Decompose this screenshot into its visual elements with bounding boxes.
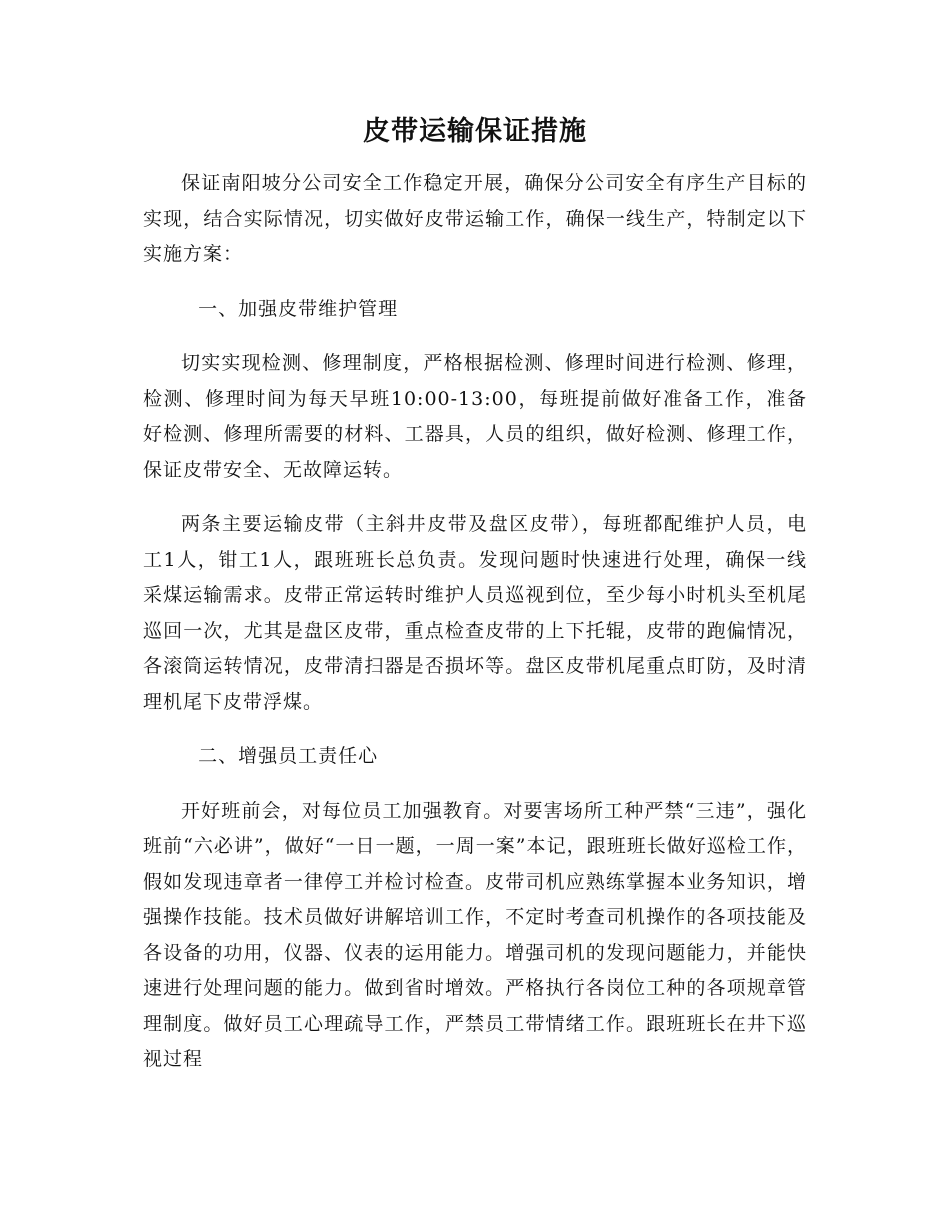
paragraph-gap: [143, 488, 807, 507]
section-heading-1: 一、加强皮带维护管理: [198, 297, 399, 320]
paragraph-gap: [143, 775, 807, 794]
paragraph-gap: [143, 720, 807, 739]
section2-paragraph-1: 开好班前会，对每位员工加强教育。对要害场所工种严禁“三违”，强化班前“六必讲”，做好“一日一题，一周一案”本记，跟班班长做好巡检工作，假如发现违章者一律停工并检讨检查。皮带司机应熟练掌握本业务知识，增强操作技能。技术员做好讲解培训工作，不定时考查司机操作的各项技能及各设备的功用，仪器、仪表的运用能力。增强司机的发现问题能力，并能快速进行处理问题的能力。做到省时增效。严格执行各岗位工种的各项规章管理制度。做好员工心理疏导工作，严禁员工带情绪工作。跟班班长在井下巡视过程: [143, 799, 807, 1070]
document-title: 皮带运输保证措施: [363, 116, 587, 147]
paragraph-gap: [143, 273, 807, 292]
section1-paragraph-2: 两条主要运输皮带（主斜井皮带及盘区皮带），每班都配维护人员，电工1人，钳工1人，跟班班长总负责。发现问题时快速进行处理，确保一线采煤运输需求。皮带正常运转时维护人员巡视到位，至少每小时机头至机尾巡回一次，尤其是盘区皮带，重点检查皮带的上下托辊，皮带的跑偏情况，各滚筒运转情况，皮带清扫器是否损坏等。盘区皮带机尾重点盯防，及时清理机尾下皮带浮煤。: [143, 513, 807, 713]
section-heading-2: 二、增强员工责任心: [198, 745, 379, 767]
section1-paragraph-1: 切实实现检测、修理制度，严格根据检测、修理时间进行检测、修理，检测、修理时间为每天早班10:00-13:00，每班提前做好准备工作，准备好检测、修理所需要的材料、工器具，人员的组织，做好检测、修理工作，保证皮带安全、无故障运转。: [143, 352, 807, 481]
intro-paragraph: 保证南阳坡分公司安全工作稳定开展，确保分公司安全有序生产目标的实现，结合实际情况，切实做好皮带运输工作，确保一线生产，特制定以下实施方案：: [143, 172, 807, 265]
paragraph-gap: [143, 327, 807, 346]
document-body: [143, 110, 807, 1078]
